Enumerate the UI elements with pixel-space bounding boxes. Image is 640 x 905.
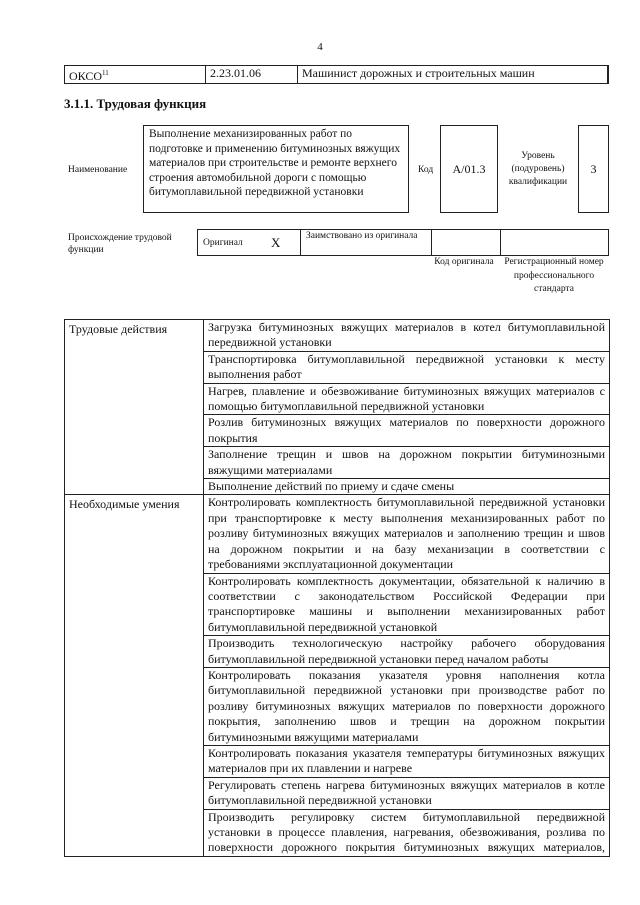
qualification-level: 3 [578,125,609,213]
original-mark: X [266,230,301,256]
skill-item: Контролировать показания указателя температуры битуминозных вяжущих материалов при их плавлении и нагреве [204,745,610,777]
labor-action-item: Транспортировка битумоплавильной передвижной установки к месту выполнения работ [204,351,610,383]
okso-footnote-ref: 11 [102,69,109,77]
skill-item: Контролировать комплектность битумоплавильной передвижной установки при транспортировке к месту выполнения механизированных работ по розливу битуминозных вяжущих материалов и заполнению трещин и швов на дорожном покрытии и на базу механизации в соответствии с требованиями эксплуатационной документации [204,495,610,573]
borrowed-label: Заимствовано из оригинала [301,230,432,256]
labor-action-item: Загрузка битуминозных вяжущих материалов в котел битумоплавильной передвижной установки [204,320,610,352]
function-details-table [64,319,610,857]
skill-item: Производить технологическую настройку рабочего оборудования битумоплавильной передвижной установки перед началом работы [204,636,610,668]
labor-action-item: Нагрев, плавление и обезвоживание битуминозных вяжущих материалов с помощью битумоплавильной передвижной установки [204,383,610,415]
name-label: Наименование [68,165,128,175]
origin-reg-cell [501,230,609,256]
origin-code-cell [432,230,501,256]
labor-actions-header: Трудовые действия [65,320,204,495]
okso-label-cell [65,66,206,84]
skill-item: Регулировать степень нагрева битуминозных вяжущих материалов в котле битумоплавильной передвижной установки [204,777,610,809]
okso-label: ОКСО [69,69,103,83]
table-row [65,320,610,352]
original-label: Оригинал [198,230,267,256]
section-heading: 3.1.1. Трудовая функция [64,96,207,111]
skill-item: Контролировать комплектность документации, обязательной к наличию в соответствии с законодательством Российской Федерации при транспортировке машины и выполнении механизированных работ битумоплавильной передвижной установкой [204,573,610,636]
labor-action-item: Выполнение действий по приему и сдаче смены [204,479,610,495]
okso-title: Машинист дорожных и строительных машин [298,66,609,84]
origin-label: Происхождение трудовой функции [68,233,172,255]
okso-code: 2.23.01.06 [206,66,298,84]
function-code: A/01.3 [440,125,498,213]
okso-table [64,65,609,84]
page-number: 4 [317,41,323,53]
origin-code-caption: Код оригинала [434,257,494,267]
code-label: Код [418,165,434,175]
labor-action-item: Розлив битуминозных вяжущих материалов по поверхности дорожного покрытия [204,415,610,447]
level-label: Уровень (подуровень) квалификации [508,151,568,187]
skill-item: Производить регулировку систем битумоплавильной передвижной установки в процессе плавления, нагревания, обезвоживания, розлива по поверхности дорожного покрытия битуминозных вяжущих материалов, [204,809,610,856]
skills-header: Необходимые умения [65,495,204,856]
labor-action-item: Заполнение трещин и швов на дорожном покрытии битуминозными вяжущими материалами [204,447,610,479]
function-name: Выполнение механизированных работ по подготовке и применению битуминозных вяжущих материалов при строительстве и ремонте верхнего строения автомобильной дороги с помощью битумоплавильной передвижной установки [143,125,409,213]
skill-item: Контролировать показания указателя уровня наполнения котла битумоплавильной передвижной установки при производстве работ по розливу битуминозных вяжущих материалов по поверхности дорожного покрытия, заполнению швов и трещин на дорожном покрытии битуминозными вяжущими материалами [204,667,610,745]
table-row [65,495,610,573]
origin-table [197,229,609,256]
reg-number-caption: Регистрационный номер профессионального стандарта [504,257,604,294]
